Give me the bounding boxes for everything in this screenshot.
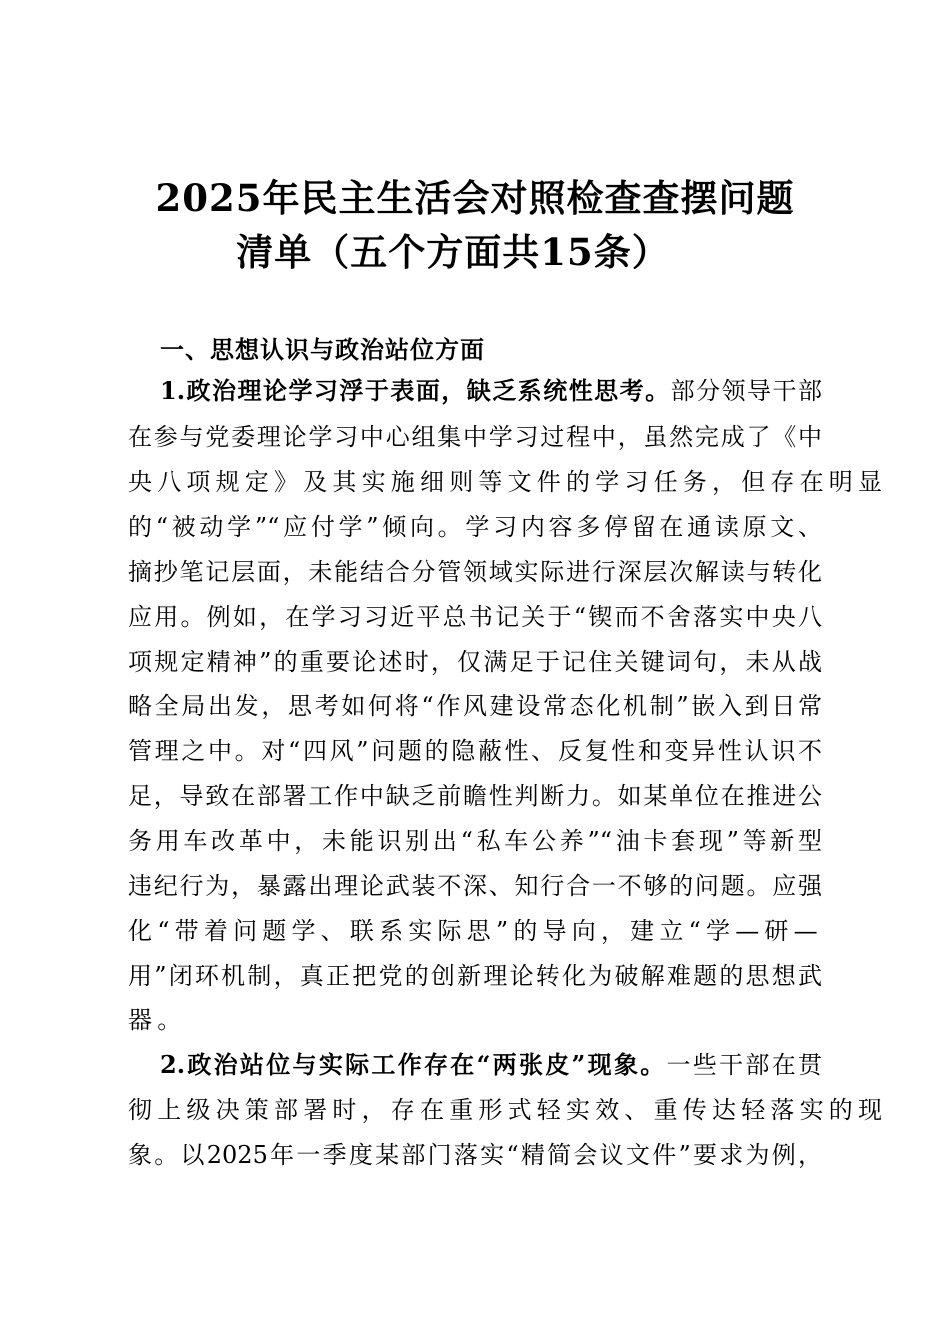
paragraph-line: 管理之中。对“四风”问题的隐蔽性、反复性和变异性认识不 [128,737,822,765]
text: 一些干部在贯 [666,1051,822,1079]
paragraph-line [160,371,822,411]
paragraph-line: 足，导致在部署工作中缺乏前瞻性判断力。如某单位在推进公 [128,782,822,810]
item-title: 2.政治站位与实际工作存在“两张皮”现象。 [160,1050,667,1079]
paragraph-line: 摘抄笔记层面，未能结合分管领域实际进行深层次解读与转化 [128,558,822,586]
paragraph-line: 项规定精神”的重要论述时，仅满足于记住关键词句，未从战 [128,648,822,676]
paragraph-line: 的“被动学”“应付学”倾向。学习内容多停留在通读原文、 [128,513,822,541]
paragraph-line: 应用。例如，在学习习近平总书记关于“锲而不舍落实中央八 [128,603,822,631]
paragraph-line: 化“带着问题学、联系实际思”的导向，建立“学—研— [128,917,823,945]
paragraph-line: 违纪行为，暴露出理论武装不深、知行合一不够的问题。应强 [128,872,822,900]
paragraph-line [160,1045,822,1085]
paragraph-line: 务用车改革中，未能识别出“私车公养”“油卡套现”等新型 [128,827,822,855]
document-title-line-2: 清单（五个方面共15条） [236,230,670,274]
document-title-line-1: 2025年民主生活会对照检查查摆问题 [155,176,795,220]
paragraph-line: 用”闭环机制，真正把党的创新理论转化为破解难题的思想武 [128,962,822,990]
paragraph-line: 在参与党委理论学习中心组集中学习过程中，虽然完成了《中 [128,423,822,451]
item-title: 1.政治理论学习浮于表面，缺乏系统性思考。 [160,376,671,405]
paragraph-line: 彻上级决策部署时，存在重形式轻实效、重传达轻落实的现 [128,1096,888,1124]
paragraph-line: 央八项规定》及其实施细则等文件的学习任务，但存在明显 [128,468,888,496]
text: 部分领导干部 [670,377,822,405]
paragraph-line: 器。 [128,1006,187,1034]
section-heading: 一、思想认识与政治站位方面 [160,335,485,364]
paragraph-line: 象。以2025年一季度某部门落实“精简会议文件”要求为例， [128,1141,822,1169]
paragraph-line: 略全局出发，思考如何将“作风建设常态化机制”嵌入到日常 [128,692,822,720]
